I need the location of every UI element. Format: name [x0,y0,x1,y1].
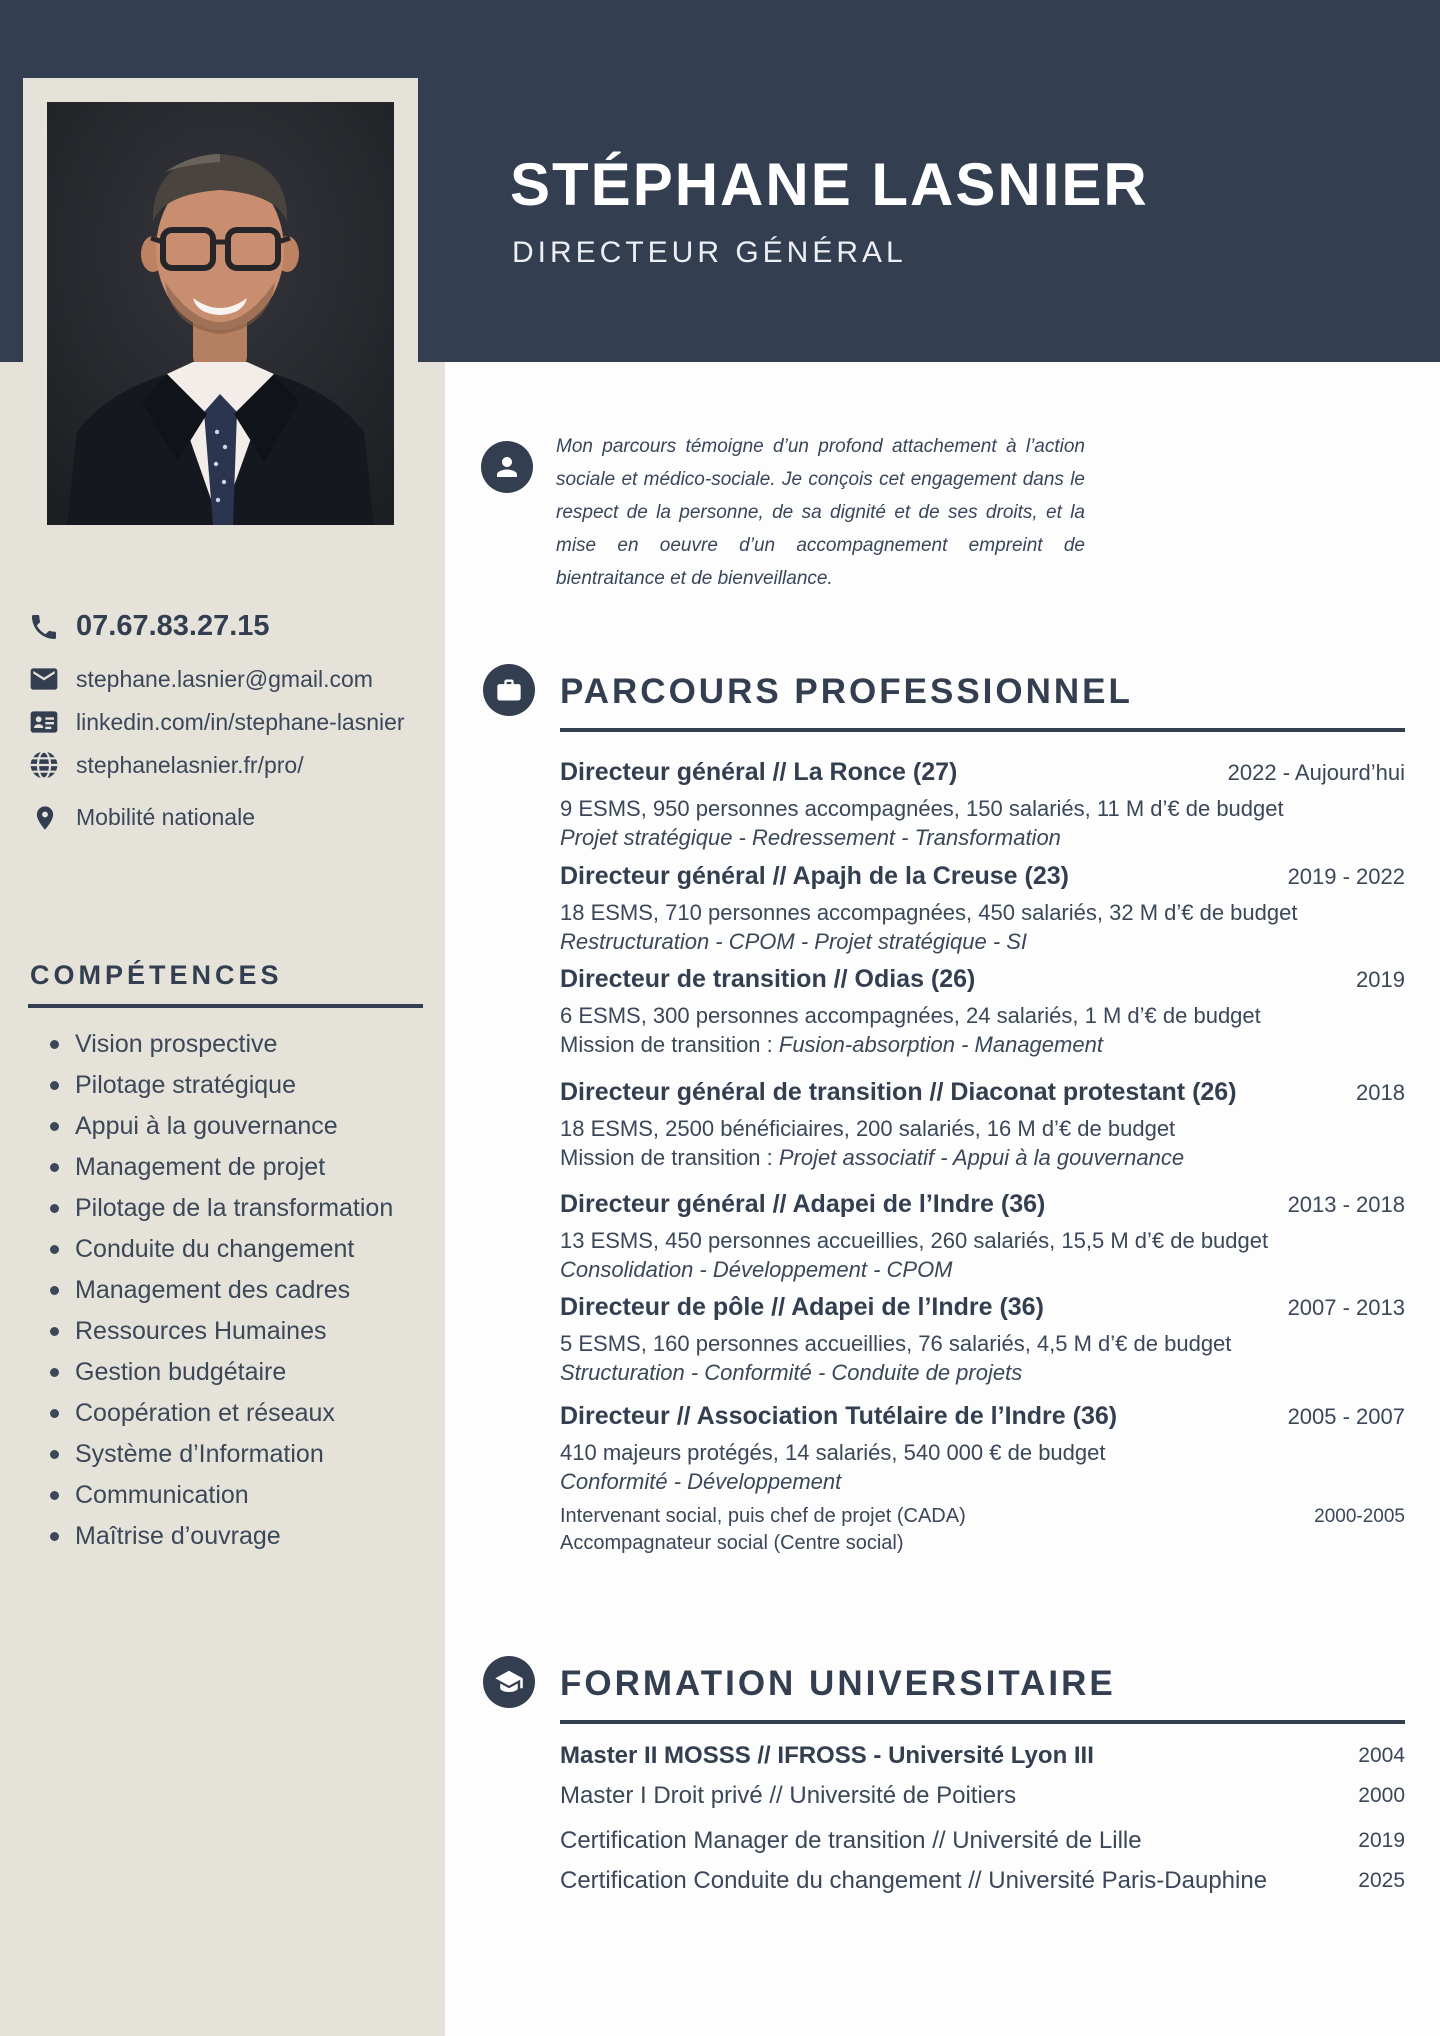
email-address[interactable]: stephane.lasnier@gmail.com [76,666,373,692]
competence-item: Pilotage stratégique [48,1065,428,1106]
competence-item: Ressources Humaines [48,1311,428,1352]
job-entry [560,1402,1405,1494]
competence-item: Maîtrise d’ouvrage [48,1516,428,1557]
competence-item: Système d’Information [48,1434,428,1475]
competence-item: Gestion budgétaire [48,1352,428,1393]
experience-divider [560,728,1405,732]
graduation-cap-icon [483,1656,535,1708]
education-year: 2025 [1358,1869,1405,1892]
job-dates: 2019 [1356,967,1405,992]
education-divider [560,1720,1405,1724]
mobility-note: Mobilité nationale [76,804,256,830]
job-entry [560,758,1405,850]
linkedin-url[interactable]: linkedin.com/in/stephane-lasnier [76,709,405,735]
job-dates: 2013 - 2018 [1287,1192,1405,1217]
job-dates: 2005 - 2007 [1287,1404,1405,1429]
competence-item: Appui à la gouvernance [48,1106,428,1147]
job-dates: 2019 - 2022 [1287,864,1405,889]
education-year: 2004 [1358,1744,1405,1767]
job-entry [560,1078,1405,1170]
job-title: Directeur de pôle // Adapei de l’Indre (36) [560,1293,1044,1321]
job-dates: 2018 [1356,1080,1405,1105]
job-metrics: 18 ESMS, 2500 bénéficiaires, 200 salariés, 16 M d’€ de budget [560,1116,1176,1141]
experience-heading: PARCOURS PROFESSIONNEL [560,672,1133,711]
job-keywords: Conformité - Développement [560,1469,842,1494]
website-url[interactable]: stephanelasnier.fr/pro/ [76,752,304,778]
portrait-illustration [47,102,394,525]
job-title: Directeur général // Apajh de la Creuse (23) [560,862,1069,890]
job-keywords: Projet stratégique - Redressement - Transformation [560,825,1061,850]
job-dates: 2022 - Aujourd’hui [1227,760,1405,785]
job-dates: 2007 - 2013 [1287,1295,1405,1320]
competence-item: Coopération et réseaux [48,1393,428,1434]
job-keywords: Mission de transition : Projet associatif - Appui à la gouvernance [560,1145,1185,1170]
phone-icon [28,611,60,643]
location-pin-icon [31,802,63,834]
profile-photo [47,102,394,525]
competence-item: Communication [48,1475,428,1516]
job-metrics: 5 ESMS, 160 personnes accueillies, 76 salariés, 4,5 M d’€ de budget [560,1331,1232,1356]
competences-list [48,1024,428,1557]
job-keywords: Consolidation - Développement - CPOM [560,1257,953,1282]
competence-item: Pilotage de la transformation [48,1188,428,1229]
person-icon [481,441,533,493]
job-entry [560,1293,1405,1385]
globe-icon [28,749,60,781]
linkedin-card-icon [28,706,60,738]
competence-item: Conduite du changement [48,1229,428,1270]
phone-number[interactable]: 07.67.83.27.15 [76,610,270,642]
job-title: Directeur général // Adapei de l’Indre (36) [560,1190,1046,1218]
education-entry: Master II MOSSS // IFROSS - Université Lyon III 2004 [560,1742,1405,1769]
education-entry: Certification Manager de transition // Université de Lille 2019 [560,1827,1405,1854]
job-title: Directeur général de transition // Diaconat protestant (26) [560,1078,1237,1106]
early-career-line: Accompagnateur social (Centre social) [560,1532,904,1554]
competence-item: Management de projet [48,1147,428,1188]
job-metrics: 6 ESMS, 300 personnes accompagnées, 24 salariés, 1 M d’€ de budget [560,1003,1261,1028]
person-name: STÉPHANE LASNIER [510,151,1149,218]
photo-frame [23,78,418,549]
competence-item: Vision prospective [48,1024,428,1065]
job-keywords: Mission de transition : Fusion-absorption - Management [560,1032,1103,1057]
job-metrics: 13 ESMS, 450 personnes accueillies, 260 salariés, 15,5 M d’€ de budget [560,1228,1269,1253]
job-metrics: 9 ESMS, 950 personnes accompagnées, 150 salariés, 11 M d’€ de budget [560,796,1284,821]
education-entry: Master I Droit privé // Université de Poitiers 2000 [560,1782,1405,1809]
job-entry [560,862,1405,954]
early-career-dates: 2000-2005 [1314,1506,1405,1527]
job-entry [560,965,1405,1057]
person-role: DIRECTEUR GÉNÉRAL [512,236,907,269]
job-title: Directeur de transition // Odias (26) [560,965,976,993]
job-entry [560,1190,1405,1282]
job-metrics: 18 ESMS, 710 personnes accompagnées, 450 salariés, 32 M d’€ de budget [560,900,1298,925]
briefcase-icon [483,664,535,716]
education-year: 2000 [1358,1784,1405,1807]
education-entry: Certification Conduite du changement // Université Paris-Dauphine 2025 [560,1867,1405,1894]
email-icon [28,663,60,695]
job-keywords: Structuration - Conformité - Conduite de projets [560,1360,1023,1385]
job-keywords: Restructuration - CPOM - Projet stratégique - SI [560,929,1028,954]
job-title: Directeur // Association Tutélaire de l’Indre (36) [560,1402,1118,1430]
job-metrics: 410 majeurs protégés, 14 salariés, 540 000 € de budget [560,1440,1106,1465]
competences-divider [28,1004,423,1008]
profile-summary: Mon parcours témoigne d’un profond attachement à l’action sociale et médico-sociale. Je conçois cet engagement dans le respect de la personne, de sa dignité et de ses droits, et la mise en oeuvre d’un accompagnement empreint de bientraitance et de bienveillance. [556,436,1085,589]
education-heading: FORMATION UNIVERSITAIRE [560,1664,1116,1703]
competence-item: Management des cadres [48,1270,428,1311]
early-career-line: Intervenant social, puis chef de projet (CADA) 2000-2005 [560,1505,1405,1527]
education-year: 2019 [1358,1829,1405,1852]
job-title: Directeur général // La Ronce (27) [560,758,958,786]
competences-heading: COMPÉTENCES [30,960,283,990]
